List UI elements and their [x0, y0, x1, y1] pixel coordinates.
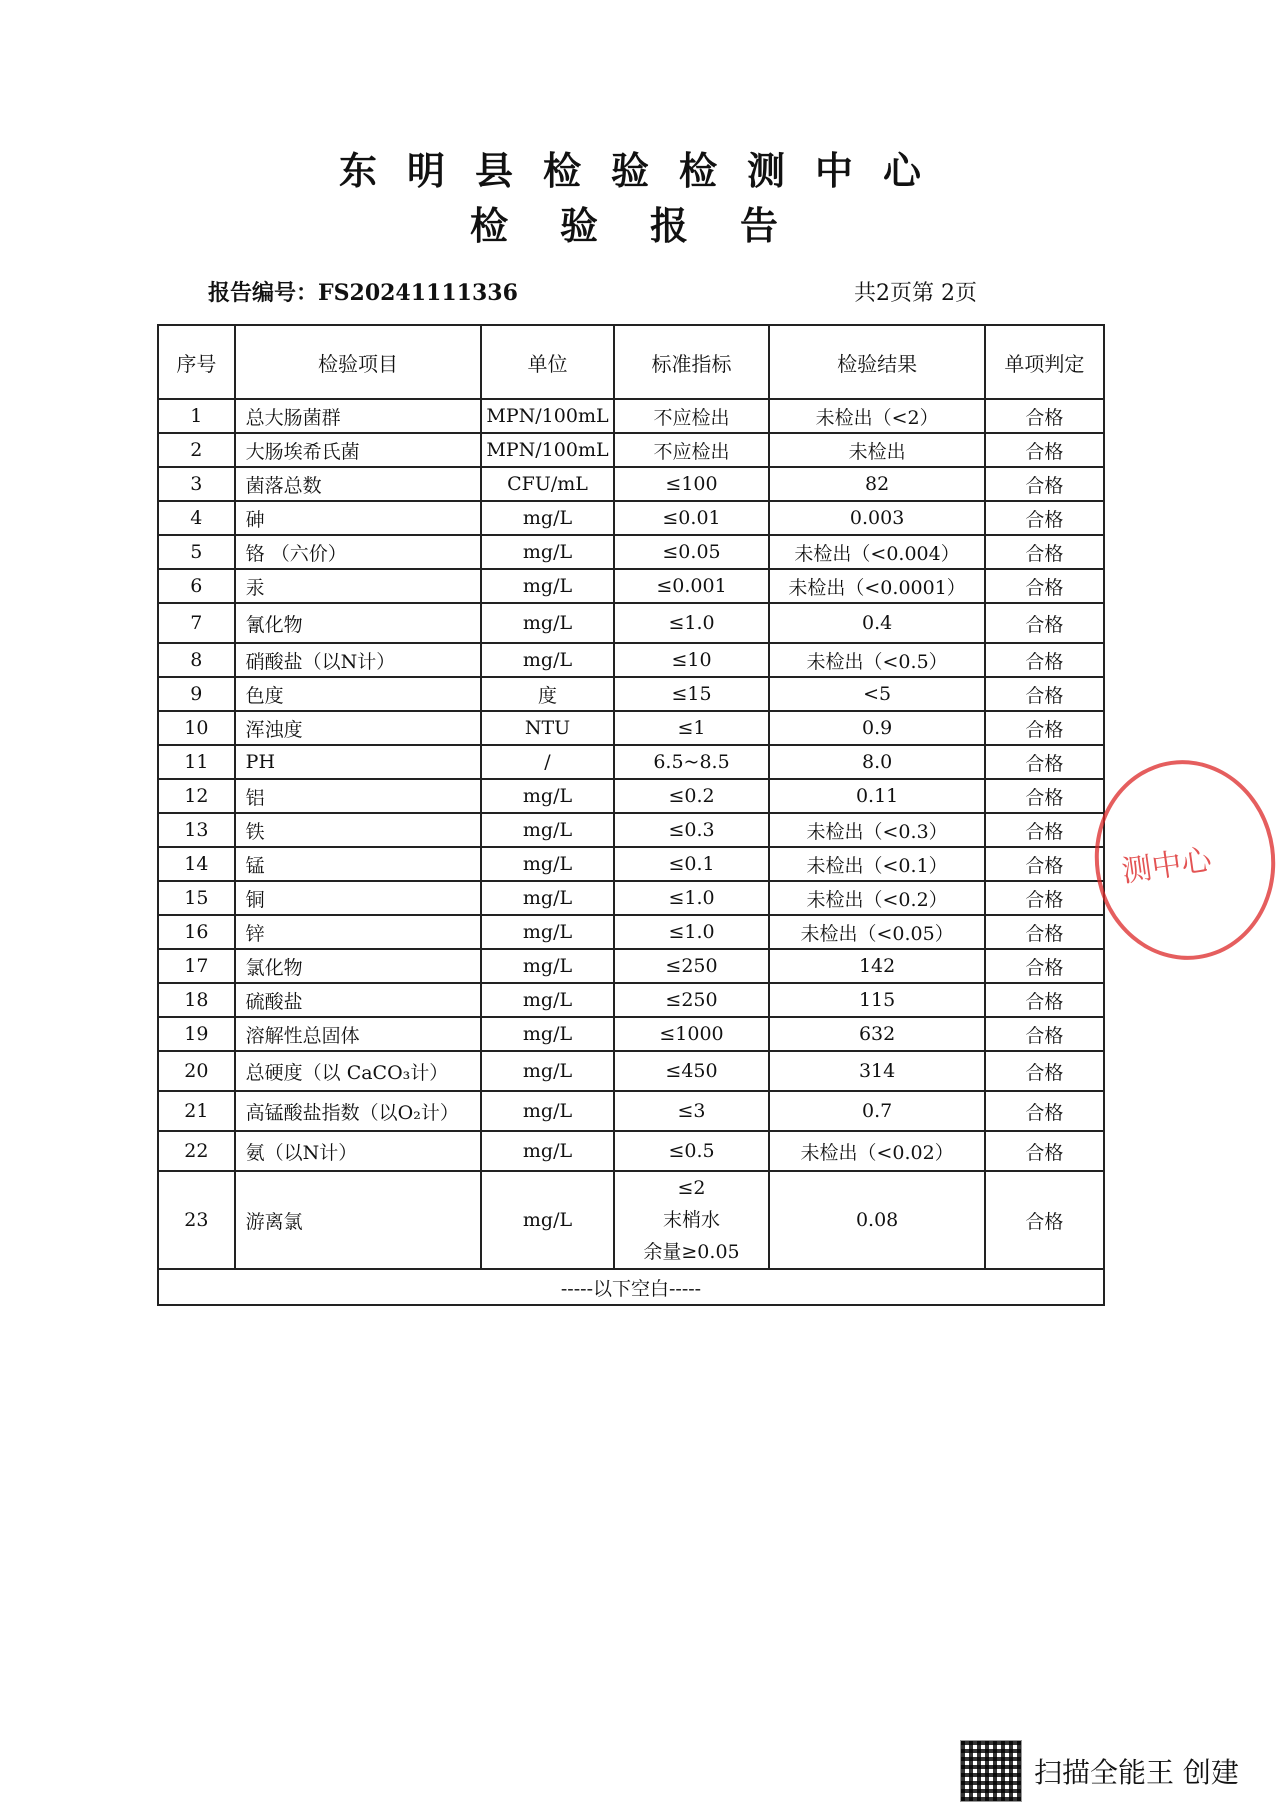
cell-judgement: 合格 — [985, 1017, 1104, 1051]
cell-item: 高锰酸盐指数（以O₂计） — [235, 1091, 482, 1131]
cell-standard: ≤1.0 — [614, 915, 770, 949]
cell-judgement: 合格 — [985, 603, 1104, 643]
table-row — [158, 813, 1104, 847]
cell-result: 未检出（<0.0001） — [769, 569, 984, 603]
cell-item: 溶解性总固体 — [235, 1017, 482, 1051]
cell-standard: ≤1 — [614, 711, 770, 745]
table-row — [158, 1131, 1104, 1171]
cell-judgement: 合格 — [985, 745, 1104, 779]
cell-no: 5 — [158, 535, 235, 569]
cell-item: 菌落总数 — [235, 467, 482, 501]
cell-unit: mg/L — [481, 643, 613, 677]
cell-result: 0.08 — [769, 1171, 984, 1269]
cell-result: 8.0 — [769, 745, 984, 779]
cell-item: 总硬度（以 CaCO₃计） — [235, 1051, 482, 1091]
cell-unit: MPN/100mL — [481, 399, 613, 433]
cell-unit: mg/L — [481, 915, 613, 949]
table-header-row — [158, 325, 1104, 399]
cell-item: 氯化物 — [235, 949, 482, 983]
cell-judgement: 合格 — [985, 1131, 1104, 1171]
cell-item: 铁 — [235, 813, 482, 847]
cell-no: 13 — [158, 813, 235, 847]
cell-result: 未检出（<0.004） — [769, 535, 984, 569]
cell-no: 18 — [158, 983, 235, 1017]
table-row — [158, 915, 1104, 949]
cell-judgement: 合格 — [985, 1171, 1104, 1269]
cell-judgement: 合格 — [985, 535, 1104, 569]
cell-result: 0.9 — [769, 711, 984, 745]
cell-item: 色度 — [235, 677, 482, 711]
table-row — [158, 569, 1104, 603]
cell-result: 未检出 — [769, 433, 984, 467]
cell-judgement: 合格 — [985, 813, 1104, 847]
cell-unit: mg/L — [481, 779, 613, 813]
standard-line: 余量≥0.05 — [643, 1241, 740, 1263]
table-row — [158, 467, 1104, 501]
cell-unit: NTU — [481, 711, 613, 745]
cell-unit: mg/L — [481, 881, 613, 915]
cell-no: 4 — [158, 501, 235, 535]
cell-judgement: 合格 — [985, 467, 1104, 501]
cell-no: 8 — [158, 643, 235, 677]
table-row — [158, 535, 1104, 569]
cell-standard: 不应检出 — [614, 399, 770, 433]
cell-judgement: 合格 — [985, 399, 1104, 433]
cell-result: 82 — [769, 467, 984, 501]
cell-unit: mg/L — [481, 949, 613, 983]
cell-result: 未检出（<0.02） — [769, 1131, 984, 1171]
cell-standard: ≤0.3 — [614, 813, 770, 847]
table-row — [158, 399, 1104, 433]
cell-result: 115 — [769, 983, 984, 1017]
official-seal-stamp: 测中心 — [1082, 748, 1280, 971]
cell-standard: ≤1.0 — [614, 603, 770, 643]
cell-unit: MPN/100mL — [481, 433, 613, 467]
table-row — [158, 779, 1104, 813]
cell-judgement: 合格 — [985, 501, 1104, 535]
cell-judgement: 合格 — [985, 915, 1104, 949]
cell-item: 铝 — [235, 779, 482, 813]
table-row — [158, 1171, 1104, 1269]
cell-item: PH — [235, 745, 482, 779]
cell-result: 632 — [769, 1017, 984, 1051]
cell-item: 锌 — [235, 915, 482, 949]
table-row — [158, 881, 1104, 915]
report-title: 检验报告 — [469, 203, 830, 248]
cell-no: 12 — [158, 779, 235, 813]
cell-judgement: 合格 — [985, 643, 1104, 677]
cell-result: 142 — [769, 949, 984, 983]
cell-result: 0.11 — [769, 779, 984, 813]
cell-item: 锰 — [235, 847, 482, 881]
cell-no: 16 — [158, 915, 235, 949]
blank-below-note: -----以下空白----- — [158, 1269, 1104, 1305]
cell-no: 15 — [158, 881, 235, 915]
cell-item: 氰化物 — [235, 603, 482, 643]
cell-result: 未检出（<0.1） — [769, 847, 984, 881]
col-header-standard: 标准指标 — [614, 325, 770, 399]
cell-standard: 6.5~8.5 — [614, 745, 770, 779]
table-row — [158, 501, 1104, 535]
cell-standard: ≤250 — [614, 983, 770, 1017]
cell-standard: ≤10 — [614, 643, 770, 677]
qr-code-icon — [960, 1740, 1022, 1802]
table-row — [158, 1051, 1104, 1091]
table-row — [158, 1091, 1104, 1131]
cell-judgement: 合格 — [985, 949, 1104, 983]
cell-standard: ≤0.2 — [614, 779, 770, 813]
table-row — [158, 603, 1104, 643]
cell-standard — [614, 1171, 770, 1269]
table-row — [158, 433, 1104, 467]
standard-line: ≤2 — [677, 1177, 706, 1199]
table-row — [158, 677, 1104, 711]
scanner-watermark — [960, 1740, 1239, 1802]
cell-standard: ≤1.0 — [614, 881, 770, 915]
cell-unit: mg/L — [481, 1171, 613, 1269]
cell-no: 20 — [158, 1051, 235, 1091]
cell-no: 22 — [158, 1131, 235, 1171]
cell-standard: ≤0.01 — [614, 501, 770, 535]
cell-item: 汞 — [235, 569, 482, 603]
table-row — [158, 949, 1104, 983]
cell-unit: mg/L — [481, 813, 613, 847]
scanner-watermark-text: 扫描全能王 创建 — [1034, 1756, 1239, 1789]
table-row — [158, 711, 1104, 745]
page-info: 共2页第 2页 — [854, 281, 977, 306]
cell-unit: / — [481, 745, 613, 779]
col-header-no: 序号 — [158, 325, 235, 399]
cell-judgement: 合格 — [985, 433, 1104, 467]
cell-judgement: 合格 — [985, 1091, 1104, 1131]
col-header-item: 检验项目 — [235, 325, 482, 399]
cell-standard: ≤250 — [614, 949, 770, 983]
cell-no: 2 — [158, 433, 235, 467]
cell-result: 314 — [769, 1051, 984, 1091]
cell-no: 9 — [158, 677, 235, 711]
cell-unit: 度 — [481, 677, 613, 711]
cell-no: 17 — [158, 949, 235, 983]
cell-unit: mg/L — [481, 501, 613, 535]
cell-no: 14 — [158, 847, 235, 881]
cell-result: 未检出（<0.3） — [769, 813, 984, 847]
cell-standard: ≤0.5 — [614, 1131, 770, 1171]
results-table — [157, 324, 1105, 1306]
cell-standard: ≤0.1 — [614, 847, 770, 881]
cell-item: 铜 — [235, 881, 482, 915]
cell-result: 未检出（<0.5） — [769, 643, 984, 677]
cell-unit: mg/L — [481, 1131, 613, 1171]
cell-result: 0.7 — [769, 1091, 984, 1131]
cell-item: 浑浊度 — [235, 711, 482, 745]
cell-judgement: 合格 — [985, 1051, 1104, 1091]
standard-line: 末梢水 — [663, 1209, 721, 1231]
table-row — [158, 847, 1104, 881]
cell-item: 硫酸盐 — [235, 983, 482, 1017]
cell-standard: ≤15 — [614, 677, 770, 711]
col-header-judgement: 单项判定 — [985, 325, 1104, 399]
cell-result: <5 — [769, 677, 984, 711]
table-footer-row — [158, 1269, 1104, 1305]
cell-no: 6 — [158, 569, 235, 603]
cell-unit: mg/L — [481, 1051, 613, 1091]
cell-item: 硝酸盐（以N计） — [235, 643, 482, 677]
cell-judgement: 合格 — [985, 569, 1104, 603]
col-header-unit: 单位 — [481, 325, 613, 399]
cell-unit: mg/L — [481, 535, 613, 569]
cell-result: 未检出（<0.2） — [769, 881, 984, 915]
cell-item: 大肠埃希氏菌 — [235, 433, 482, 467]
report-number: 报告编号：FS20241111336 — [208, 280, 518, 306]
cell-item: 总大肠菌群 — [235, 399, 482, 433]
cell-standard: ≤1000 — [614, 1017, 770, 1051]
cell-unit: mg/L — [481, 1091, 613, 1131]
cell-unit: mg/L — [481, 847, 613, 881]
cell-judgement: 合格 — [985, 779, 1104, 813]
table-row — [158, 1017, 1104, 1051]
cell-standard: 不应检出 — [614, 433, 770, 467]
cell-unit: mg/L — [481, 569, 613, 603]
cell-result: 未检出（<0.05） — [769, 915, 984, 949]
cell-unit: mg/L — [481, 1017, 613, 1051]
cell-standard: ≤450 — [614, 1051, 770, 1091]
cell-result: 未检出（<2） — [769, 399, 984, 433]
cell-no: 7 — [158, 603, 235, 643]
cell-no: 23 — [158, 1171, 235, 1269]
cell-no: 19 — [158, 1017, 235, 1051]
cell-judgement: 合格 — [985, 983, 1104, 1017]
cell-no: 10 — [158, 711, 235, 745]
cell-judgement: 合格 — [985, 677, 1104, 711]
cell-result: 0.4 — [769, 603, 984, 643]
table-row — [158, 745, 1104, 779]
cell-item: 铬 （六价） — [235, 535, 482, 569]
cell-no: 1 — [158, 399, 235, 433]
cell-judgement: 合格 — [985, 711, 1104, 745]
cell-standard: ≤100 — [614, 467, 770, 501]
org-title: 东明县检验检测中心 — [338, 148, 951, 193]
cell-judgement: 合格 — [985, 881, 1104, 915]
cell-standard: ≤3 — [614, 1091, 770, 1131]
cell-unit: mg/L — [481, 603, 613, 643]
cell-no: 11 — [158, 745, 235, 779]
cell-item: 砷 — [235, 501, 482, 535]
table-row — [158, 983, 1104, 1017]
cell-item: 游离氯 — [235, 1171, 482, 1269]
col-header-result: 检验结果 — [769, 325, 984, 399]
table-row — [158, 643, 1104, 677]
cell-unit: mg/L — [481, 983, 613, 1017]
cell-item: 氨（以N计） — [235, 1131, 482, 1171]
cell-no: 21 — [158, 1091, 235, 1131]
cell-standard: ≤0.05 — [614, 535, 770, 569]
cell-standard: ≤0.001 — [614, 569, 770, 603]
cell-no: 3 — [158, 467, 235, 501]
cell-result: 0.003 — [769, 501, 984, 535]
cell-judgement: 合格 — [985, 847, 1104, 881]
cell-unit: CFU/mL — [481, 467, 613, 501]
